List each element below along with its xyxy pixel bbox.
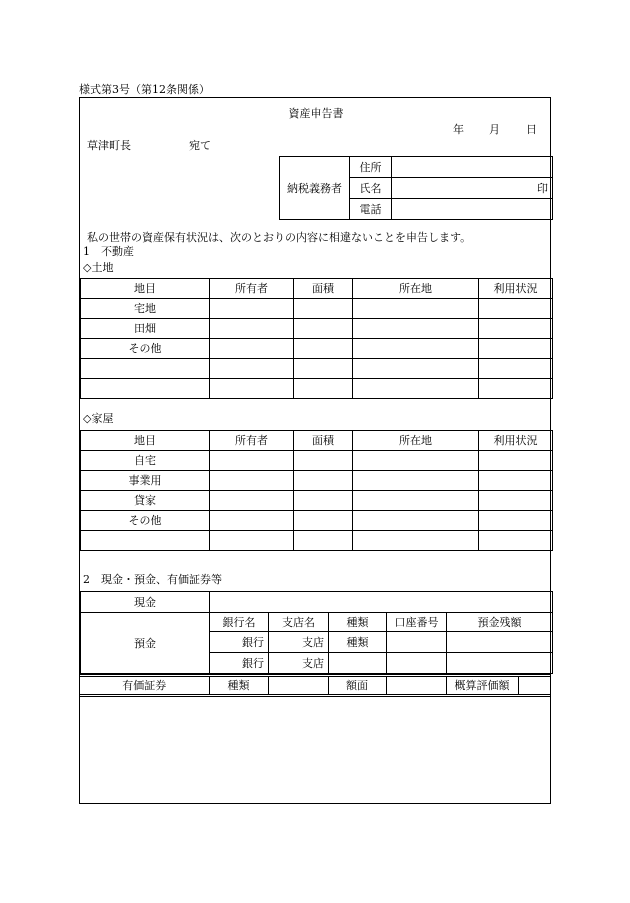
house-header-cell: 所在地: [353, 431, 479, 451]
area-cell[interactable]: [294, 451, 353, 471]
section2-title: 2 現金・預金、有価証券等: [83, 573, 222, 586]
cash-label: 現金: [81, 592, 210, 613]
usage-cell[interactable]: [479, 299, 553, 319]
deposit-label: 預金: [81, 613, 210, 674]
house-category-cell[interactable]: [81, 531, 210, 551]
securities-table: [80, 677, 551, 694]
owner-cell[interactable]: [210, 511, 294, 531]
land-header-cell: 所有者: [210, 279, 294, 299]
date-day-label: 日: [526, 123, 537, 136]
table-row: [81, 511, 553, 531]
balance-cell[interactable]: [447, 653, 553, 674]
securities-type-field[interactable]: [268, 677, 328, 694]
phone-field[interactable]: [392, 199, 553, 220]
land-header-cell: 所在地: [353, 279, 479, 299]
area-cell[interactable]: [294, 299, 353, 319]
location-cell[interactable]: [353, 471, 479, 491]
location-cell[interactable]: [353, 379, 479, 399]
table-row: [81, 359, 553, 379]
balance-cell[interactable]: [447, 632, 553, 653]
securities-type-label: 種類: [209, 677, 268, 694]
area-cell[interactable]: [294, 531, 353, 551]
land-category-cell: 宅地: [81, 299, 210, 319]
branch-cell[interactable]: 支店: [269, 653, 329, 674]
date-month-label: 月: [489, 123, 500, 136]
table-row: [81, 339, 553, 359]
cash-field[interactable]: [210, 592, 553, 613]
house-category-cell: 事業用: [81, 471, 210, 491]
deposit-type-cell[interactable]: [329, 653, 387, 674]
owner-cell[interactable]: [210, 379, 294, 399]
seal-mark: 印: [537, 181, 548, 195]
addressee-suffix: 宛て: [189, 139, 211, 152]
usage-cell[interactable]: [479, 531, 553, 551]
house-header-cell: 面積: [294, 431, 353, 451]
cash-row: [81, 592, 553, 613]
house-header-cell: 所有者: [210, 431, 294, 451]
usage-cell[interactable]: [479, 491, 553, 511]
usage-cell[interactable]: [479, 471, 553, 491]
taxpayer-label: 納税義務者: [280, 157, 350, 220]
owner-cell[interactable]: [210, 359, 294, 379]
owner-cell[interactable]: [210, 471, 294, 491]
form-label: 様式第3号（第12条関係）: [79, 83, 210, 96]
usage-cell[interactable]: [479, 339, 553, 359]
form-title: 資産申告書: [288, 107, 344, 120]
table-row: [81, 491, 553, 511]
usage-cell[interactable]: [479, 511, 553, 531]
area-cell[interactable]: [294, 511, 353, 531]
usage-cell[interactable]: [479, 319, 553, 339]
land-table: [80, 278, 553, 399]
area-cell[interactable]: [294, 359, 353, 379]
house-header-row: [81, 431, 553, 451]
land-category-cell: 田畑: [81, 319, 210, 339]
taxpayer-table: [279, 156, 553, 220]
land-category-cell[interactable]: [81, 379, 210, 399]
date-year-label: 年: [453, 123, 464, 136]
house-title: ◇家屋: [83, 412, 114, 425]
section1-title: 1 不動産: [83, 245, 134, 258]
location-cell[interactable]: [353, 359, 479, 379]
table-row: [81, 451, 553, 471]
bank-cell[interactable]: 銀行: [210, 653, 269, 674]
land-header-row: [81, 279, 553, 299]
remarks-area[interactable]: [80, 698, 550, 803]
table-row: [81, 319, 553, 339]
land-header-cell: 利用状況: [479, 279, 553, 299]
cash-deposit-table: [80, 591, 553, 674]
deposit-header-cell: 支店名: [269, 613, 329, 632]
house-header-cell: 利用状況: [479, 431, 553, 451]
area-cell[interactable]: [294, 379, 353, 399]
branch-cell[interactable]: 支店: [269, 632, 329, 653]
area-cell[interactable]: [294, 471, 353, 491]
deposit-type-cell[interactable]: 種類: [329, 632, 387, 653]
bank-cell[interactable]: 銀行: [210, 632, 269, 653]
house-header-cell: 地目: [81, 431, 210, 451]
usage-cell[interactable]: [479, 379, 553, 399]
location-cell[interactable]: [353, 531, 479, 551]
owner-cell[interactable]: [210, 299, 294, 319]
securities-label: 有価証券: [80, 677, 209, 694]
deposit-header-cell: 銀行名: [210, 613, 269, 632]
table-row: [81, 471, 553, 491]
account-number-cell[interactable]: [387, 653, 447, 674]
table-row: [81, 379, 553, 399]
house-category-cell: 貸家: [81, 491, 210, 511]
house-category-cell: その他: [81, 511, 210, 531]
double-rule-bottom: [80, 694, 550, 697]
account-number-cell[interactable]: [387, 632, 447, 653]
location-cell[interactable]: [353, 319, 479, 339]
location-cell[interactable]: [353, 299, 479, 319]
location-cell[interactable]: [353, 491, 479, 511]
land-category-cell: その他: [81, 339, 210, 359]
area-cell[interactable]: [294, 319, 353, 339]
usage-cell[interactable]: [479, 359, 553, 379]
land-category-cell[interactable]: [81, 359, 210, 379]
owner-cell[interactable]: [210, 339, 294, 359]
addressee-name: 草津町長: [87, 139, 131, 152]
owner-cell[interactable]: [210, 451, 294, 471]
house-category-cell: 自宅: [81, 451, 210, 471]
area-cell[interactable]: [294, 339, 353, 359]
securities-valuation-field[interactable]: [518, 677, 550, 694]
owner-cell[interactable]: [210, 319, 294, 339]
securities-face-label: 額面: [328, 677, 386, 694]
name-label: 氏名: [350, 178, 392, 199]
land-title: ◇土地: [83, 261, 114, 274]
phone-label: 電話: [350, 199, 392, 220]
deposit-header-cell: 種類: [329, 613, 387, 632]
name-field[interactable]: [392, 178, 553, 199]
securities-face-field[interactable]: [386, 677, 446, 694]
deposit-header-cell: 口座番号: [387, 613, 447, 632]
land-header-cell: 面積: [294, 279, 353, 299]
location-cell[interactable]: [353, 451, 479, 471]
declaration-text: 私の世帯の資産保有状況は、次のとおりの内容に相違ないことを申告します。: [87, 231, 472, 244]
land-header-cell: 地目: [81, 279, 210, 299]
area-cell[interactable]: [294, 491, 353, 511]
owner-cell[interactable]: [210, 491, 294, 511]
address-field[interactable]: [392, 157, 553, 178]
address-label: 住所: [350, 157, 392, 178]
location-cell[interactable]: [353, 339, 479, 359]
location-cell[interactable]: [353, 511, 479, 531]
table-row: [81, 299, 553, 319]
deposit-header-row: [81, 613, 553, 632]
usage-cell[interactable]: [479, 451, 553, 471]
table-row: [81, 531, 553, 551]
securities-valuation-label: 概算評価額: [446, 677, 518, 694]
securities-row: [80, 677, 550, 694]
deposit-header-cell: 預金残額: [447, 613, 553, 632]
owner-cell[interactable]: [210, 531, 294, 551]
house-table: [80, 430, 553, 551]
